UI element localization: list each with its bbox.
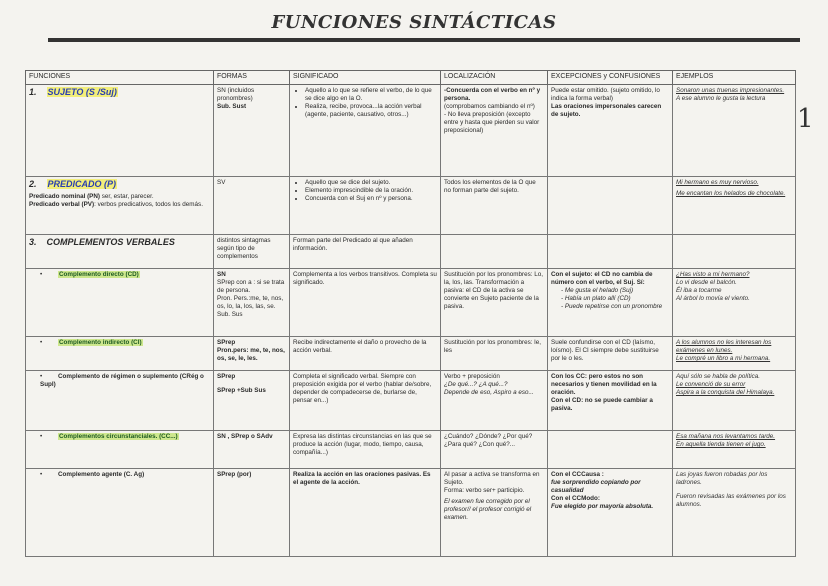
table-row-sujeto (26, 85, 796, 177)
cell-ejemplos: Aquí sólo se habla de política. Le convenció de su error Aspira a la conquista del Himalaya. (673, 371, 796, 431)
header-significado: SIGNIFICADO (290, 71, 441, 85)
cell-ejemplos: ¿Has visto a mi hermano? Lo vi desde el balcón. Él iba a tocarme Al árbol lo movía el viento. (673, 269, 796, 337)
cell-funcion: 2. PREDICADO (P) Predicado nominal (PN) ser, estar, parecer. Predicado verbal (PV): verbos predicativos, todos los demás. (26, 177, 214, 235)
table-row-predicado (26, 177, 796, 235)
row-number: 1. (29, 87, 37, 97)
cell-formas: SPrep SPrep +Sub Sus (214, 371, 290, 431)
cell-ejemplos: Las joyas fueron robadas por los ladrones. Fueron revisadas las exámenes por los alumnos. (673, 469, 796, 557)
table-row-cc (26, 431, 796, 469)
cell-localizacion: ¿Cuándo? ¿Dónde? ¿Por qué? ¿Para qué? ¿Con qué?... (441, 431, 548, 469)
cell-formas: SPrep (por) (214, 469, 290, 557)
page-number: 1 (797, 104, 814, 134)
function-name: COMPLEMENTOS VERBALES (46, 237, 175, 247)
cell-formas: SN , SPrep o SAdv (214, 431, 290, 469)
syntax-functions-table (25, 70, 796, 557)
cell-excepciones (548, 177, 673, 235)
cell-funcion: • Complemento directo (CD) (26, 269, 214, 337)
cell-formas: SN (incluidos pronombres) Sub. Sust (214, 85, 290, 177)
cell-localizacion: Al pasar a activa se transforma en Sujeto. Forma: verbo ser+ participio. El examen fue corregido por el profesor// el profesor corrigió el examen. (441, 469, 548, 557)
cell-funcion: • Complemento agente (C. Ag) (26, 469, 214, 557)
function-name: Complemento de régimen o suplemento (CRég o Supl) (40, 373, 204, 389)
cell-ejemplos: Esa mañana nos levantamos tarde. En aquella tienda tienen el jugo. (673, 431, 796, 469)
cell-significado: • Aquello a lo que se refiere el verbo, de lo que se dice algo en la O. • Realiza, recibe, provoca...la acción verbal (agente, paciente, causativo, otros...) (290, 85, 441, 177)
cell-ejemplos (673, 235, 796, 269)
cell-significado: Complementa a los verbos transitivos. Completa su significado. (290, 269, 441, 337)
cell-ejemplos: Mi hermano es muy nervioso. Me encantan los helados de chocolate. (673, 177, 796, 235)
cell-localizacion: -Concuerda con el verbo en nº y persona. (comprobamos cambiando el nº) - No lleva preposición (excepto entre y hasta que pierden su valor preposicional) (441, 85, 548, 177)
cell-localizacion: Verbo + preposición ¿De qué...? ¿A qué...? Depende de eso, Aspiro a eso... (441, 371, 548, 431)
function-name: Complemento agente (C. Ag) (58, 471, 145, 478)
cell-excepciones (548, 235, 673, 269)
function-name: SUJETO (S /Suj) (47, 87, 117, 97)
cell-significado: Forman parte del Predicado al que añaden información. (290, 235, 441, 269)
table-row-cd (26, 269, 796, 337)
cell-ejemplos: Sonaron unas truenas impresionantes. A ese alumno le gusta la lectura (673, 85, 796, 177)
cell-significado: Realiza la acción en las oraciones pasivas. Es el agente de la acción. (290, 469, 441, 557)
cell-significado: Completa el significado verbal. Siempre con preposición exigida por el verbo (hablar de/sobre, depender de compadecerse de, burlarse de, pensar en...) (290, 371, 441, 431)
cell-excepciones: Con los CC: pero estos no son necesarios y tienen movilidad en la oración. Con el CD: no se puede cambiar a pasiva. (548, 371, 673, 431)
page-title: FUNCIONES SINTÁCTICAS (271, 12, 557, 33)
cell-funcion: • Complemento de régimen o suplemento (CRég o Supl) (26, 371, 214, 431)
cell-localizacion: Sustitución por los pronombres: le, les (441, 337, 548, 371)
function-name: Complementos circunstanciales. (CC...) (59, 433, 178, 440)
cell-formas: SV (214, 177, 290, 235)
cell-excepciones (548, 431, 673, 469)
cell-ejemplos: A los alumnos no les interesan los exámenes en lunes. Le compré un libro a mi hermana. (673, 337, 796, 371)
function-name: PREDICADO (P) (47, 179, 117, 189)
cell-funcion (26, 85, 214, 177)
cell-significado: Recibe indirectamente el daño o provecho de la acción verbal. (290, 337, 441, 371)
cell-funcion: • Complemento indirecto (CI) (26, 337, 214, 371)
cell-significado: Expresa las distintas circunstancias en las que se produce la acción (lugar, modo, tiempo, causa, compañía...) (290, 431, 441, 469)
table-row-ci (26, 337, 796, 371)
cell-funcion (26, 235, 214, 269)
table-header-row (26, 71, 796, 85)
cell-significado: • Aquello que se dice del sujeto. • Elemento imprescindible de la oración. • Concuerda con el Suj en nº y persona. (290, 177, 441, 235)
header-ejemplos: EJEMPLOS (673, 71, 796, 85)
header-localizacion: LOCALIZACIÓN (441, 71, 548, 85)
cell-localizacion: Sustitución por los pronombres: Lo, la, los, las. Transformación a pasiva: el CD de la activa se convierte en Sujeto paciente de la pasiva. (441, 269, 548, 337)
row-number: 3. (29, 237, 37, 247)
row-number: 2. (29, 179, 37, 189)
cell-excepciones: Puede estar omitido. (sujeto omitido, lo indica la forma verbal) Las oraciones impersonales carecen de sujeto. (548, 85, 673, 177)
header-formas: FORMAS (214, 71, 290, 85)
cell-formas: SPrep Pron.pers: me, te, nos, os, se, le, les. (214, 337, 290, 371)
cell-excepciones: Con el CCCausa : fue sorprendido copiando por casualidad Con el CCModo: Fue elegido por mayoría absoluta. (548, 469, 673, 557)
function-name: Complemento indirecto (CI) (59, 339, 142, 346)
table-row-cregimen (26, 371, 796, 431)
cell-excepciones: Suele confundirse con el CD (laísmo, loísmo). El CI siempre debe sustituirse por le o les. (548, 337, 673, 371)
cell-formas: distintos sintagmas según tipo de complementos (214, 235, 290, 269)
title-underline (48, 38, 800, 42)
cell-localizacion: Todos los elementos de la O que no forman parte del sujeto. (441, 177, 548, 235)
cell-funcion: • Complementos circunstanciales. (CC...) (26, 431, 214, 469)
table-row-complementos (26, 235, 796, 269)
table-row-cagente (26, 469, 796, 557)
header-funciones: FUNCIONES (26, 71, 214, 85)
header-excepciones: EXCEPCIONES y CONFUSIONES (548, 71, 673, 85)
cell-localizacion (441, 235, 548, 269)
cell-formas: SN SPrep con a : si se trata de persona. Pron. Pers.:me, te, nos, os, lo, la, los, las, se. Sub. Sus (214, 269, 290, 337)
cell-excepciones: Con el sujeto: el CD no cambia de número con el verbo, el Suj. Sí: - Me gusta el helado (Suj) - Había un plato allí (CD) - Puede repetirse con un pronombre (548, 269, 673, 337)
function-name: Complemento directo (CD) (59, 271, 139, 278)
